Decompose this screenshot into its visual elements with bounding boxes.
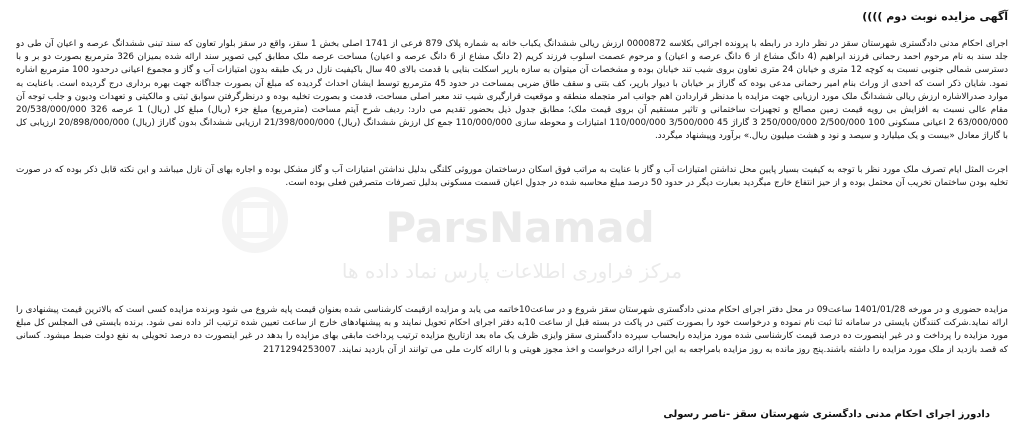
watermark-subtext: مرکز فراوری اطلاعات پارس نماد داده ها (341, 259, 683, 283)
body-paragraph: اجرت المثل ایام تصرف ملک مورد نظر با توجه به کیفیت بسیار پایین محل نداشتن امتیازات آب و گاز با عنایت به مراتب فوق اسکان درساختمان موروثی کلنگی بدلیل نداشتن امتیازات آب و گاز مشکل بوده و اجاره بهای آن نازل میباشد و این نکته قابل ذکر بوده که در صورت تخلیه بودن ساختمان تخریب آن محتمل بوده و از حیز انتفاع خارج میگردید بعبارت دیگر در حدود 50 درصد مبلغ محاسبه شده در جدول اعیان قسمت مسکونی بدلیل تصرفات متصرفین فعلی بوده است. (16, 165, 1008, 189)
page-title: آگهی مزایده نوبت دوم )))) (862, 10, 1008, 23)
body-paragraph: مزایده حضوری و در مورخه 1401/01/28 ساعت09 در محل دفتر اجرای احکام مدنی دادگستری شهرستان سقز شروع و در ساعت10خاتمه می یابد و مزایده ازقیمت کارشناسی شده بعنوان قیمت پایه شروع می شود وبرنده مزایده کسی است که بالاترین قیمت پیشنهادی را ارائه نماید.شرکت کنندگان بایستی در سامانه ثنا ثبت نام نموده و درخواست خود را بصورت کتبی در پاکت در بسته قبل از ساعت 10به دفتر اجرای احکام تحویل نمایند و به پیشنهادهای خارج از ساعت تعیین شده ترتیب اثر داده نمی شود. برنده بایستی فی المجلس کل مبلغ مورد مزایده را پرداخت و در غیر اینصورت ده درصد قیمت کارشناسی شده مورد مزایده رابحساب سپرده دادگستری سقز وایزی ظرف یک ماه بعد ازتاریخ مزایده ترتیب پرداخت مابقی بهای مزایده را بدهد در غیر اینصورت ده درصد تحویلی به نفع دولت ضبط میشود. کسانی که قصد بازدید از ملک مورد مزایده را داشته باشند.پنج روز مانده به روز مزایده بامراجعه به این اجرا ارائه درخواست و اخذ مجوز هویتی و با ارائه کارت ملی می توانند از آن بازدید نمایند. 2171294253007 (16, 305, 1008, 355)
body-paragraph: اجرای احکام مدنی دادگستری شهرستان سقز در نظر دارد در رابطه با پرونده اجرائی بکلاسه 0000872 ارزش ریالی ششدانگ یکباب خانه به شماره پلاک 879 فرعی از 1741 اصلی بخش 1 سقز، واقع در سقز بلوار تعاون که سند تبنی ششدانگ عرصه و اعیان آن طی دو جلد سند به نام مرحوم احمد رحمانی فرزند ابراهیم (4 دانگ مشاع از 6 دانگ عرصه و اعیان) و مرحوم عصمت اسلوب فرزند کریم (2 دانگ مشاع از 6 دانگ عرصه و اعیان) مساحت عرصه ملک مطابق کپی تصویر سند ارائه شده بمیزان 326 مترمربع بصورت دو بر و با دسترسی شمالی جنوبی نسبت به کوچه 12 متری و خیابان 24 متری تعاون بروی شیب تند خیابان بوده و مشخصات آن میتوان به سازه بارپر اسکلت بنایی با قدمت بالای 40 سال باکیفیت نازل در یک طبقه بدون امتیازات آب و گاز و مجموع اعیانی درحدود 100 مترمربع اشاره نمود. شایان ذکر است که احدی از وراث بنام امیر رحمانی مدعی بوده که گاراژ بر خیابان با دیوار بارپر، کف بتنی و سقف طاق ضربی بمساحت در حدود 45 مترمربع توسط ایشان احداث گردیده که مبلغ آن بصورت جداگانه جهت بهره برداری درج گردیده است. باعنایت به موارد صدرالاشاره ارزش ریالی ششدانگ ملک مورد ارزیابی جهت مزایده با مدنظر قراردادن اهم جوانب امر متجمله منطقه و موقعیت قرارگیری شیب تند معبر اصلی مساحت، قدمت و بصورت تخلیه بوده و درنظرگرفتن سوابق ثبتی و مالکیتی و تعهدات ودیون و جلب توجه آن مقام عالی نسبت به افزایش بی رویه قیمت زمین مصالح و تجهیزات ساختمانی و تاثیر مستقیم آن بروی قیمت ملک؛ مطابق جدول ذیل بحضور تقدیم می دارد: ردیف شرح آیتم مساحت (مترمربع) مبلغ جزء (ریال) مبلغ کل (ریال) 1 عرصه 326 20/538/000/000 63/000/000 2 اعیانی مسکونی 100 2/500/000 250/000/000 3 گاراژ 45 3/500/000 110/000/000 امتیازات و محوطه سازی 110/000/000 جمع کل ارزش ششدانگ (ریال) 21/398/000/000 ارزیابی ششدانگ بدون گاراژ (ریال) 20/898/000/000 ارزیابی کل با گاراژ معادل «بیست و یک میلیارد و سیصد و نود و هشت میلیون ریال.» برآورد وپیشنهاد میگردد. (16, 39, 1008, 142)
signature: دادورز اجرای احکام مدنی دادگستری شهرستان سقز -ناصر رسولی (663, 409, 990, 420)
watermark-brand: ParsNamad (385, 203, 655, 252)
